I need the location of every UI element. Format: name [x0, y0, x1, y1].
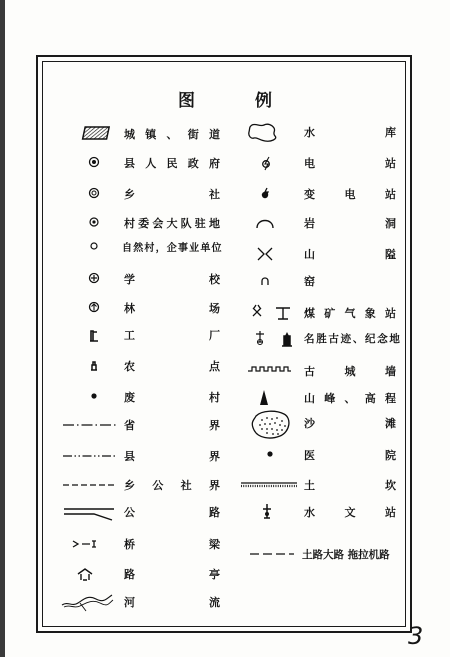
- page-number: 3: [408, 622, 424, 650]
- legend-label: 名 胜 古 迹 、 纪 念 地: [304, 333, 400, 345]
- peak-icon: [254, 387, 274, 409]
- legend-label: 山 峰 、 高 程: [304, 392, 396, 405]
- legend-title: [0, 86, 450, 110]
- legend-label: 山 隘: [304, 248, 396, 261]
- coal-mine-weather-icon: [250, 302, 294, 324]
- legend-row-coal-mine-weather: [240, 302, 410, 324]
- legend-row-mountain-pass: [240, 243, 410, 265]
- legend-row-pavilion: [0, 563, 225, 585]
- legend-label: 废 村: [124, 391, 220, 404]
- highway-icon: [62, 501, 117, 523]
- legend-row-hospital: [240, 444, 410, 466]
- hatched-rectangle-icon: [80, 123, 110, 145]
- legend-row-cave: [240, 212, 410, 234]
- legend-label: 变 电 站: [304, 188, 396, 201]
- cave-icon: [254, 212, 276, 234]
- legend-row-farm: [0, 355, 225, 377]
- filled-dot-icon: [85, 386, 103, 408]
- hospital-dot-icon: [262, 444, 278, 466]
- legend-row-river: [0, 591, 225, 613]
- legend-row-bridge: [0, 533, 225, 555]
- legend-row-highway: [0, 501, 225, 523]
- legend-label: 省 界: [124, 419, 220, 432]
- legend-row-peak-elevation: [240, 387, 410, 409]
- legend-label: 农 点: [124, 360, 220, 373]
- kiln-icon: [256, 270, 274, 292]
- township-icon: [85, 183, 103, 205]
- monument-icon: [252, 328, 296, 350]
- bridge-icon: [70, 533, 110, 555]
- legend-row-village-committee: [0, 212, 225, 234]
- legend-row-county-boundary: [0, 445, 225, 467]
- legend-label: 煤 矿 气 象 站: [304, 307, 396, 320]
- legend-label: 医 院: [304, 449, 396, 462]
- reservoir-icon: [246, 121, 282, 143]
- legend-label: 城 镇 、 街 道: [124, 128, 220, 141]
- legend-label: 河 流: [124, 596, 220, 609]
- legend-label: 路 亭: [124, 568, 220, 581]
- pavilion-icon: [75, 563, 95, 585]
- city-wall-icon: [246, 360, 296, 382]
- legend-label: 古 城 墙: [304, 365, 396, 378]
- legend-label: 县 界: [124, 450, 220, 463]
- legend-label: 县 人 民 政 府: [124, 157, 220, 170]
- legend-row-school: [0, 268, 225, 290]
- hydro-station-icon: [258, 501, 276, 523]
- earth-bank-icon: [240, 474, 298, 496]
- river-icon: [60, 591, 116, 613]
- legend-label: 公 路: [124, 506, 220, 519]
- school-icon: [85, 268, 103, 290]
- legend-label: 电 站: [304, 157, 396, 170]
- legend-label: 乡 公 社 界: [124, 479, 220, 492]
- legend-label: 村 委 会 大 队 驻 地: [124, 217, 220, 230]
- legend-row-natural-village: [0, 236, 225, 258]
- township-boundary-icon: [62, 474, 117, 496]
- legend-label: 土 坎: [304, 479, 396, 492]
- title-char-1: 图: [178, 91, 195, 111]
- legend-label: 工 厂: [124, 329, 220, 342]
- legend-row-abandoned-village: [0, 386, 225, 408]
- substation-icon: [258, 183, 274, 205]
- province-boundary-icon: [62, 414, 117, 436]
- mountain-pass-icon: [254, 243, 276, 265]
- farm-icon: [85, 355, 103, 377]
- legend-row-town-street: [0, 123, 225, 145]
- legend-row-sandbank: [240, 412, 410, 434]
- forest-farm-icon: [85, 297, 103, 319]
- sandbank-icon: [250, 408, 292, 442]
- legend-row-county-government: [0, 152, 225, 174]
- legend-row-power-station: [240, 152, 410, 174]
- legend-row-hydrological-station: [240, 501, 410, 523]
- legend-row-township-boundary: [0, 474, 225, 496]
- county-boundary-icon: [62, 445, 117, 467]
- power-station-icon: [258, 152, 274, 174]
- dirt-road-icon: [248, 544, 296, 566]
- county-seat-icon: [85, 152, 103, 174]
- legend-row-province-boundary: [0, 414, 225, 436]
- legend-label: 水 库: [304, 126, 396, 139]
- legend-row-forest-farm: [0, 297, 225, 319]
- legend-label: 桥 梁: [124, 538, 220, 551]
- legend-row-kiln: [240, 270, 410, 292]
- legend-row-dirt-road-tractor-road: [240, 544, 410, 566]
- legend-label: 自 然 村 ， 企 事 业 单 位: [122, 243, 222, 254]
- title-char-2: 例: [255, 91, 272, 111]
- legend-label: 沙 滩: [304, 417, 396, 430]
- village-committee-icon: [85, 212, 103, 234]
- legend-label: 乡 社: [124, 188, 220, 201]
- legend-label: 林 场: [124, 302, 220, 315]
- legend-row-ancient-city-wall: [240, 360, 410, 382]
- legend-label: 岩 洞: [304, 217, 396, 230]
- legend-row-earth-bank: [240, 474, 410, 496]
- legend-label: 学 校: [124, 273, 220, 286]
- small-circle-icon: [85, 236, 103, 258]
- legend-row-factory: [0, 324, 225, 346]
- legend-row-reservoir: [240, 121, 410, 143]
- legend-label: 水 文 站: [304, 506, 396, 519]
- factory-icon: [85, 324, 103, 346]
- legend-label: 窑: [304, 275, 315, 288]
- legend-row-township: [0, 183, 225, 205]
- legend-row-scenic-memorial: [240, 328, 410, 350]
- legend-row-substation: [240, 183, 410, 205]
- legend-label: 土路大路 拖拉机路: [302, 549, 390, 561]
